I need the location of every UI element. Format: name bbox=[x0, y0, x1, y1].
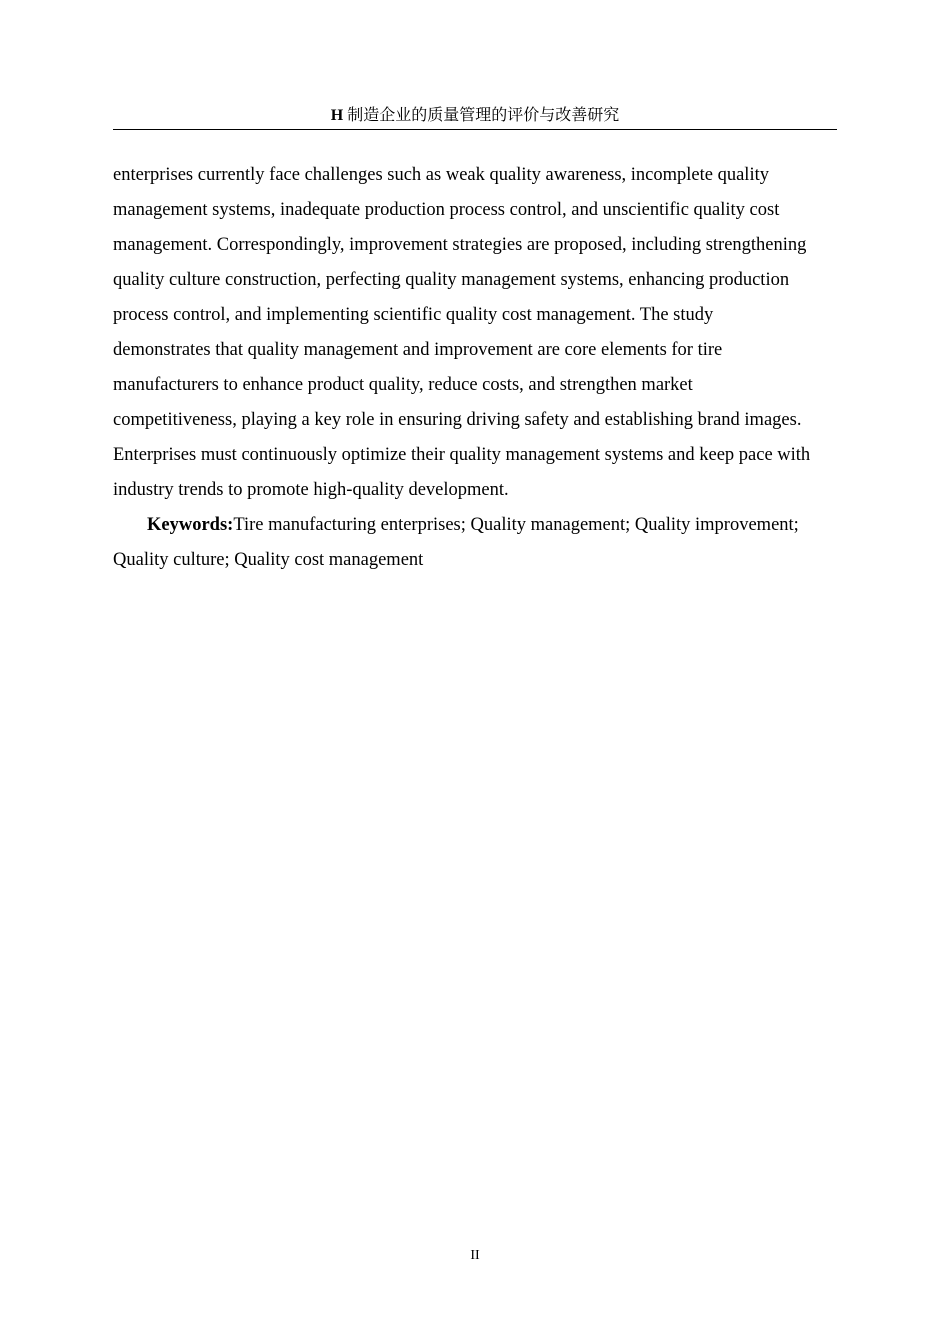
header-prefix: H bbox=[330, 107, 344, 124]
running-header bbox=[113, 104, 837, 130]
abstract-body bbox=[113, 158, 837, 578]
keywords-line: Tire manufacturing enterprises; Quality management; Quality improvement; bbox=[233, 515, 799, 535]
abstract-line: management. Correspondingly, improvement strategies are proposed, including strengthening bbox=[113, 235, 807, 255]
abstract-line: process control, and implementing scientific quality cost management. The study bbox=[113, 305, 714, 325]
abstract-line: quality culture construction, perfecting quality management systems, enhancing production bbox=[113, 270, 790, 290]
abstract-line: enterprises currently face challenges such as weak quality awareness, incomplete quality bbox=[113, 165, 769, 185]
keywords-paragraph bbox=[113, 508, 837, 578]
abstract-line: industry trends to promote high-quality development. bbox=[113, 480, 509, 500]
keywords-label: Keywords: bbox=[147, 515, 234, 535]
abstract-paragraph bbox=[113, 158, 837, 508]
page-number: II bbox=[470, 1248, 480, 1263]
keywords-line: Quality culture; Quality cost management bbox=[113, 550, 424, 570]
abstract-line: competitiveness, playing a key role in ensuring driving safety and establishing brand images. bbox=[113, 410, 802, 430]
abstract-line: demonstrates that quality management and improvement are core elements for tire bbox=[113, 340, 723, 360]
abstract-line: manufacturers to enhance product quality, reduce costs, and strengthen market bbox=[113, 375, 693, 395]
abstract-line: Enterprises must continuously optimize their quality management systems and keep pace with bbox=[113, 445, 811, 465]
header-title: 制造企业的质量管理的评价与改善研究 bbox=[347, 107, 620, 124]
abstract-line: management systems, inadequate production process control, and unscientific quality cost bbox=[113, 200, 780, 220]
